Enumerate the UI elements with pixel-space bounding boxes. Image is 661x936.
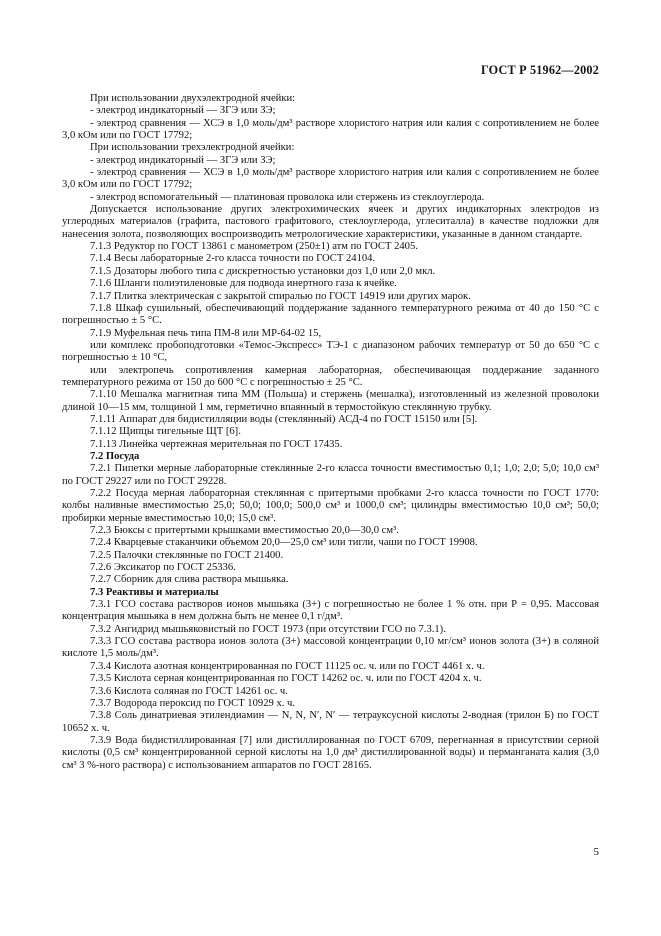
paragraph: - электрод сравнения — ХСЭ в 1,0 моль/дм³ растворе хлористого натрия или калия с сопротивлением не более 3,0 кОм или по ГОСТ 17792; bbox=[62, 117, 599, 142]
paragraph: 7.3.7 Водорода пероксид по ГОСТ 10929 х. ч. bbox=[90, 697, 296, 709]
paragraph: 7.2.5 Палочки стеклянные по ГОСТ 21400. bbox=[90, 549, 284, 561]
paragraph: 7.3.4 Кислота азотная концентрированная по ГОСТ 11125 ос. ч. или по ГОСТ 4461 х. ч. bbox=[90, 660, 485, 672]
paragraph: При использовании двухэлектродной ячейки: bbox=[90, 93, 296, 104]
paragraph: 7.1.10 Мешалка магнитная типа ММ (Польша) и стержень (мешалка), изготовленный из железной проволоки длиной 10—15 мм, толщиной 1 мм, герметично впаянный в термостойкую стеклянную трубку. bbox=[62, 389, 599, 413]
paragraph: 7.2.2 Посуда мерная лабораторная стеклянная с притертыми пробками 2-го класса точности по ГОСТ 1770: колбы наливные вместимостью 25,0; 50,0; 100,0; 500,0 см³ и 1000,0 см³; цилиндры вместимостью 10,0 см³; 50,0; пробирки мерные вместимостью 10,0; 15,0 см³. bbox=[62, 488, 599, 524]
paragraph: 7.3.6 Кислота соляная по ГОСТ 14261 ос. ч. bbox=[90, 685, 288, 697]
paragraph: 7.3.5 Кислота серная концентрированная по ГОСТ 14262 ос. ч. или по ГОСТ 4204 х. ч. bbox=[90, 673, 482, 685]
section-heading: 7.3 Реактивы и материалы bbox=[90, 586, 219, 598]
paragraph: 7.1.4 Весы лабораторные 2-го класса точности по ГОСТ 24104. bbox=[90, 253, 376, 265]
paragraph: 7.1.5 Дозаторы любого типа с дискретностью установки доз 1,0 или 2,0 мкл. bbox=[90, 265, 436, 277]
paragraph: или комплекс пробоподготовки «Темос-Экспресс» ТЭ-1 с диапазоном рабочих температур от 50 до 650 °С с погрешностью ± 10 °С, bbox=[62, 339, 599, 364]
paragraph: 7.3.3 ГСО состава раствора ионов золота (3+) массовой концентрации 0,10 мг/см³ ионов золота (3+) в соляной кислоте 1,5 моль/дм³. bbox=[62, 636, 599, 660]
paragraph: 7.2.6 Эксикатор по ГОСТ 25336. bbox=[90, 562, 236, 574]
page-number: 5 bbox=[593, 846, 599, 858]
paragraph: 7.1.3 Редуктор по ГОСТ 13861 с манометром (250±1) атм по ГОСТ 2405. bbox=[90, 241, 418, 253]
paragraph: 7.2.4 Кварцевые стаканчики объемом 20,0—25,0 см³ или тигли, чаши по ГОСТ 19908. bbox=[90, 537, 478, 549]
document-code-header: ГОСТ Р 51962—2002 bbox=[481, 63, 599, 77]
paragraph: 7.2.3 Бюксы с притертыми крышками вместимостью 20,0—30,0 см³. bbox=[90, 525, 399, 537]
paragraph: - электрод индикаторный — ЗГЭ или ЗЭ; bbox=[90, 154, 276, 166]
paragraph: 7.2.1 Пипетки мерные лабораторные стеклянные 2-го класса точности вместимостью 0,1; 1,0; 2,0; 5,0; 10,0 см³ по ГОСТ 29227 или по ГОСТ 29228. bbox=[62, 463, 599, 487]
paragraph: 7.1.9 Муфельная печь типа ПМ-8 или МР-64-02 15, bbox=[90, 327, 322, 339]
paragraph: 7.3.2 Ангидрид мышьяковистый по ГОСТ 1973 (при отсутствии ГСО по 7.3.1). bbox=[90, 623, 446, 635]
paragraph: Допускается использование других электрохимических ячеек и других индикаторных электродов из углеродных материалов (графита, пастового графитового, стеклоуглерода, углеситалла) в качестве подложки для нанесения золота, позволяющих воспроизводить метрологические характеристики, указанные в данном стандарте. bbox=[62, 204, 599, 240]
page-body bbox=[62, 93, 599, 772]
paragraph: 7.1.8 Шкаф сушильный, обеспечивающий поддержание заданного температурного режима от 40 до 150 °С с погрешностью ± 5 °С. bbox=[62, 302, 599, 327]
paragraph: 7.1.13 Линейка чертежная мерительная по ГОСТ 17435. bbox=[90, 438, 343, 450]
paragraph: или электропечь сопротивления камерная лабораторная, обеспечивающая поддержание заданного температурного режима от 150 до 600 °С с погрешностью ± 25 °С. bbox=[62, 364, 599, 388]
paragraph: 7.2.7 Сборник для слива раствора мышьяка. bbox=[90, 574, 289, 586]
paragraph: 7.1.11 Аппарат для бидистилляции воды (стеклянный) АСД-4 по ГОСТ 15150 или [5]. bbox=[90, 413, 478, 425]
paragraph: 7.3.9 Вода бидистиллированная [7] или дистиллированная по ГОСТ 6709, перегнанная в присутствии серной кислоты (0,5 см³ концентрированной серной кислоты на 1,0 дм³ дистиллированной воды) и перманганата калия (3,0 см³ 3 %-ного раствора) с использованием аппаратов по ГОСТ 28165. bbox=[62, 734, 599, 771]
paragraph: При использовании трехэлектродной ячейки: bbox=[90, 142, 295, 154]
paragraph: 7.1.6 Шланги полиэтиленовые для подвода инертного газа к ячейке. bbox=[90, 278, 397, 290]
paragraph: - электрод индикаторный — ЗГЭ или ЗЭ; bbox=[90, 105, 276, 117]
paragraph: 7.1.7 Плитка электрическая с закрытой спиралью по ГОСТ 14919 или других марок. bbox=[90, 290, 471, 302]
paragraph: - электрод вспомогательный — платиновая проволока или стержень из стеклоуглерода. bbox=[90, 191, 485, 203]
section-heading: 7.2 Посуда bbox=[90, 450, 140, 462]
paragraph: - электрод сравнения — ХСЭ в 1,0 моль/дм³ растворе хлористого натрия или калия с сопротивлением не более 3,0 кОм или по ГОСТ 17792; bbox=[62, 167, 599, 191]
paragraph: 7.1.12 Щипцы тигельные ЩТ [6]. bbox=[90, 426, 241, 438]
paragraph: 7.3.8 Соль динатриевая этилендиамин — N, N, N′, N′ — тетрауксусной кислоты 2-водная (трилон Б) по ГОСТ 10652 х. ч. bbox=[62, 710, 599, 734]
paragraph: 7.3.1 ГСО состава растворов ионов мышьяка (3+) с погрешностью не более 1 % отн. при Р = 0,95. Массовая концентрация мышьяка в нем должна быть не менее 0,1 г/дм³. bbox=[62, 599, 599, 623]
